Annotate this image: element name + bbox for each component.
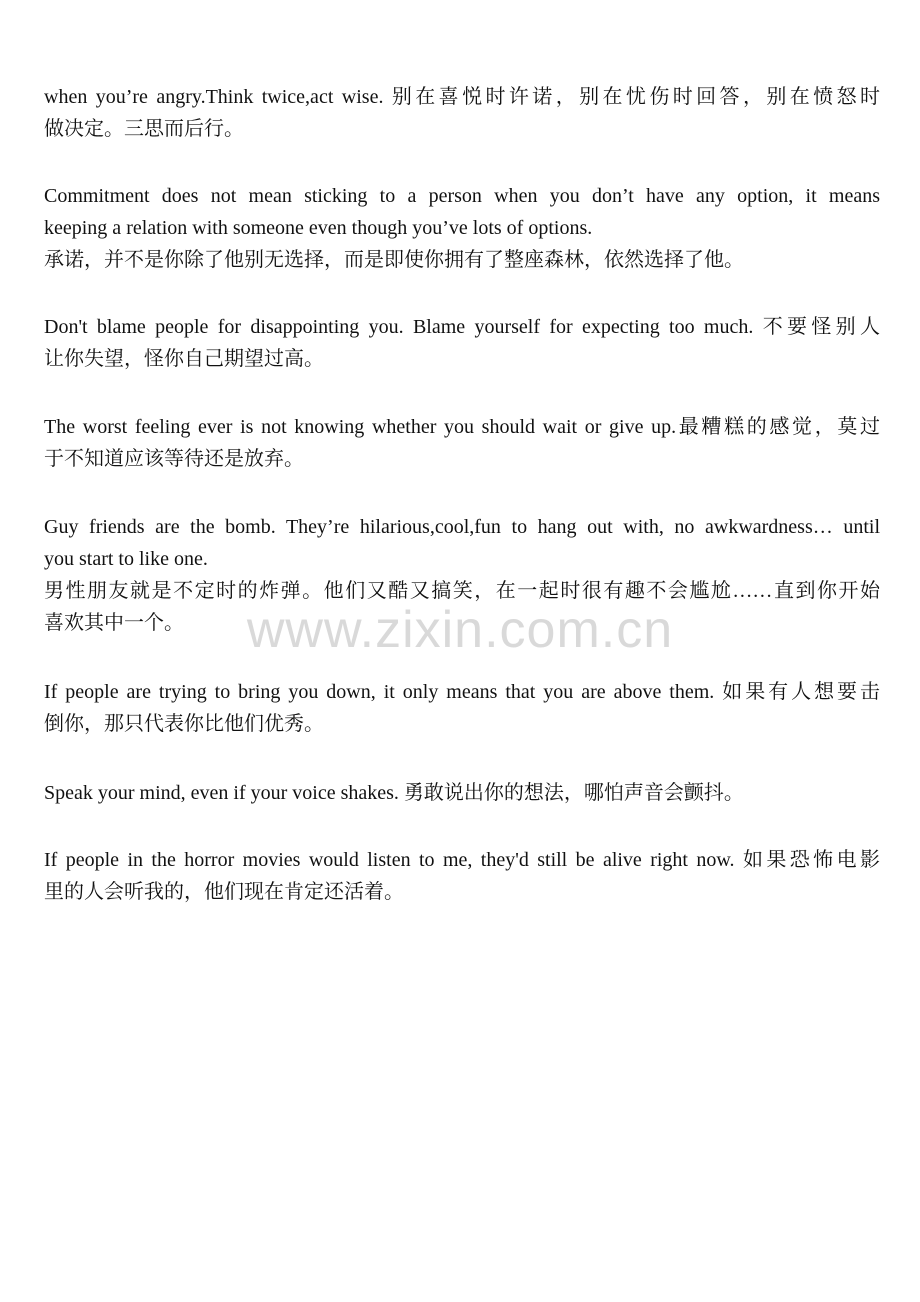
text-line: 喜欢其中一个。 xyxy=(44,612,184,634)
text-line: 倒你，那只代表你比他们优秀。 xyxy=(44,713,324,735)
quote-paragraph-6 xyxy=(44,676,880,740)
text-line: 让你失望，怪你自己期望过高。 xyxy=(44,348,324,370)
text-line: Commitment does not mean sticking to a person when you don’t have any option, it means xyxy=(44,185,880,207)
quote-paragraph-7 xyxy=(44,777,880,809)
quote-paragraph-4 xyxy=(44,411,880,475)
watermark-text: www.zixin.com.cn xyxy=(246,601,674,659)
quote-paragraph-2 xyxy=(44,180,880,276)
quote-paragraph-1 xyxy=(44,81,880,145)
text-line: Guy friends are the bomb. They’re hilarious,cool,fun to hang out with, no awkwardness… until xyxy=(44,516,880,538)
quote-paragraph-8 xyxy=(44,844,880,908)
text-line: The worst feeling ever is not knowing whether you should wait or give up.最糟糕的感觉，莫过 xyxy=(44,416,880,438)
text-line: 里的人会听我的，他们现在肯定还活着。 xyxy=(44,881,404,903)
text-line: 做决定。三思而后行。 xyxy=(44,118,244,140)
text-line: If people in the horror movies would listen to me, they'd still be alive right now. 如果恐怖电影 xyxy=(44,849,880,871)
text-line: 于不知道应该等待还是放弃。 xyxy=(44,448,304,470)
text-line: If people are trying to bring you down, it only means that you are above them. 如果有人想要击 xyxy=(44,681,880,703)
text-line: Speak your mind, even if your voice shakes. 勇敢说出你的想法，哪怕声音会颤抖。 xyxy=(44,782,744,804)
text-line: you start to like one. xyxy=(44,548,208,570)
quote-paragraph-5 xyxy=(44,511,880,639)
text-line: keeping a relation with someone even though you’ve lots of options. xyxy=(44,217,593,239)
text-line: 承诺，并不是你除了他别无选择，而是即使你拥有了整座森林，依然选择了他。 xyxy=(44,249,744,271)
text-line: 男性朋友就是不定时的炸弹。他们又酷又搞笑，在一起时很有趣不会尴尬……直到你开始 xyxy=(44,580,880,602)
text-line: when you’re angry.Think twice,act wise. 别在喜悦时许诺，别在忧伤时回答，别在愤怒时 xyxy=(44,86,880,108)
text-line: Don't blame people for disappointing you. Blame yourself for expecting too much. 不要怪别人 xyxy=(44,316,880,338)
quote-paragraph-3 xyxy=(44,311,880,375)
